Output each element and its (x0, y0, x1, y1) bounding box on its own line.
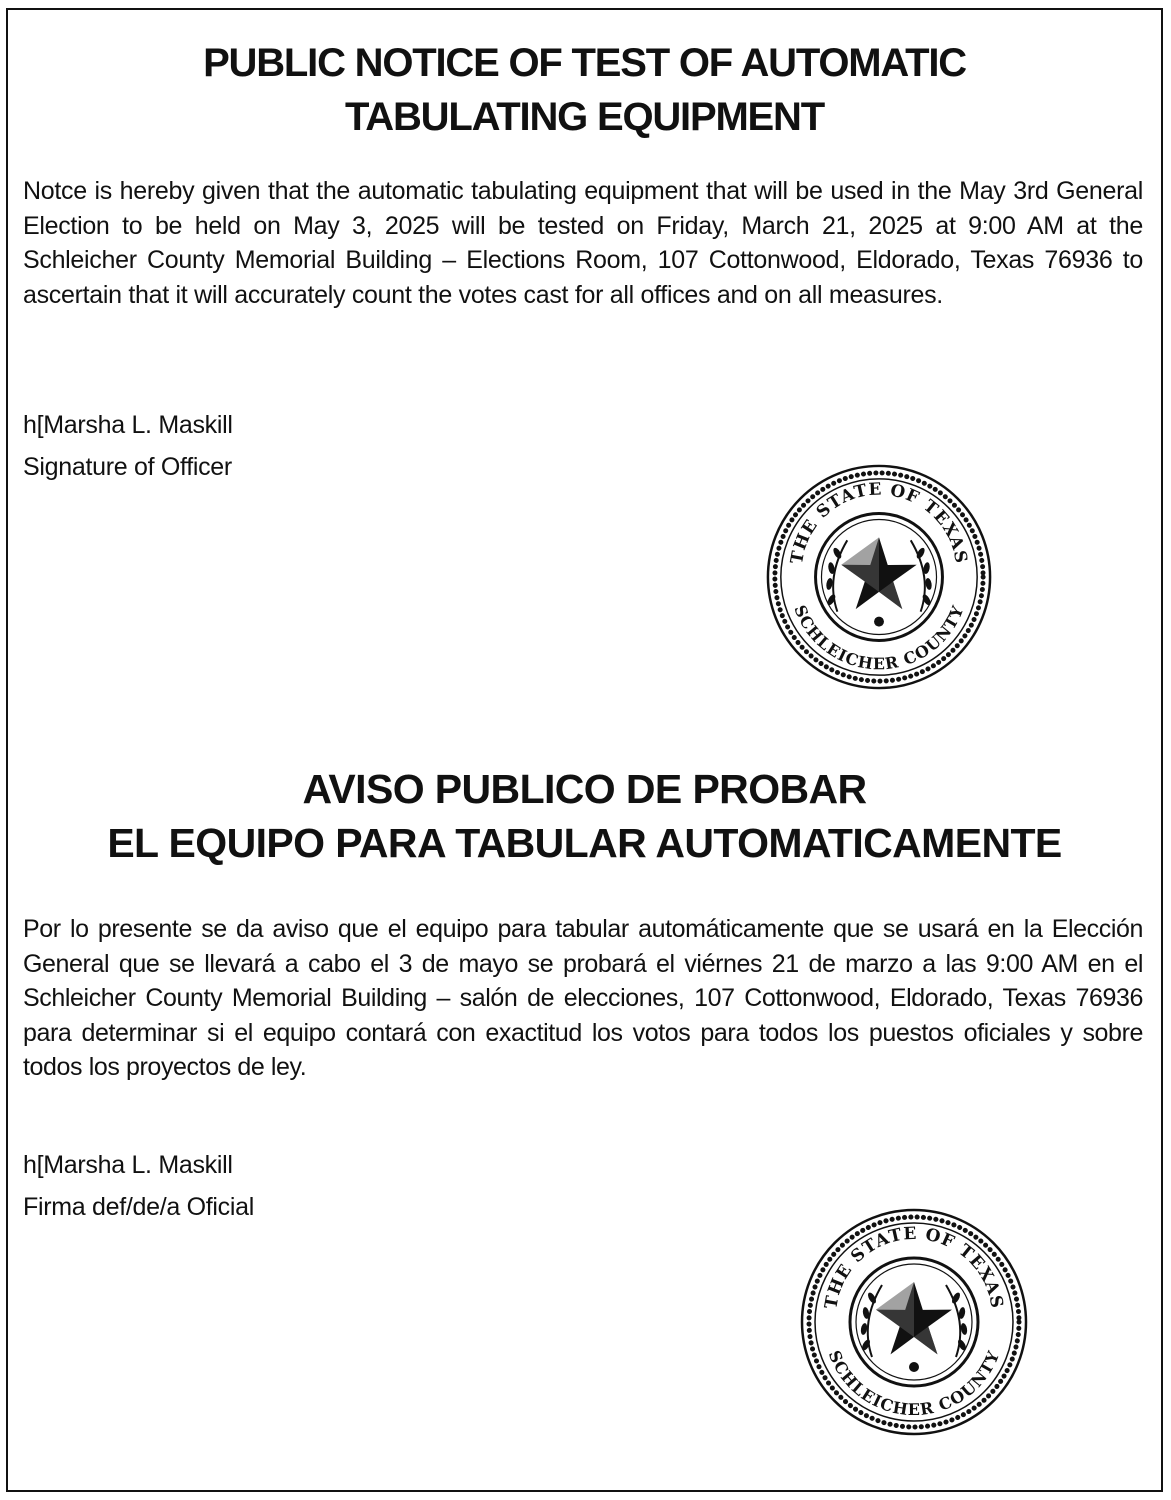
notice-title-spanish (8, 762, 1161, 870)
signer-role-spanish: Firma def/de/a Oficial (23, 1193, 254, 1221)
notice-frame (6, 8, 1163, 1492)
title-line-1: AVISO PUBLICO DE PROBAR (302, 766, 867, 812)
title-line-1: PUBLIC NOTICE OF TEST OF AUTOMATIC (203, 41, 966, 85)
notice-body-english: Notce is hereby given that the automatic tabulating equipment that will be used in the May 3rd General Election to be held on May 3, 2025 will be tested on Friday, March 21, 2025 at 9:00 AM at the Schleicher County Memorial Building – Elections Room, 107 Cottonwood, Eldorado, Texas 76936 to ascertain that it will accurately count the votes cast for all offices and on all measures. (23, 177, 1143, 309)
signer-role-english: Signature of Officer (23, 453, 232, 481)
title-line-2: TABULATING EQUIPMENT (345, 95, 824, 139)
seal-text-bottom: SCHLEICHER COUNTY (790, 602, 968, 674)
title-line-2: EL EQUIPO PARA TABULAR AUTOMATICAMENTE (107, 820, 1062, 866)
seal-text-top: THE STATE OF TEXAS (785, 478, 973, 566)
signer-name-english: h[Marsha L. Maskill (23, 411, 233, 439)
texas-star-seal-icon (790, 1197, 1038, 1447)
notice-body-spanish: Por lo presente se da aviso que el equipo para tabular automáticamente que se usará en la Elección General que se llevará a cabo el 3 de mayo se probará el viérnes 21 de marzo a las 9:00 AM en el Schleicher County Memorial Building – salón de elecciones, 107 Cottonwood, Eldorado, Texas 76936 para determinar si el equipo contará con exactitud los votos para todos los puestos oficiales y sobre todos los proyectos de ley. (23, 915, 1143, 1081)
notice-title-english (8, 36, 1161, 144)
seal-text-top: THE STATE OF TEXAS (821, 1223, 1007, 1311)
texas-star-seal-icon (760, 452, 998, 702)
seal-text-bottom: SCHLEICHER COUNTY (824, 1347, 1004, 1420)
signer-name-spanish: h[Marsha L. Maskill (23, 1151, 233, 1179)
